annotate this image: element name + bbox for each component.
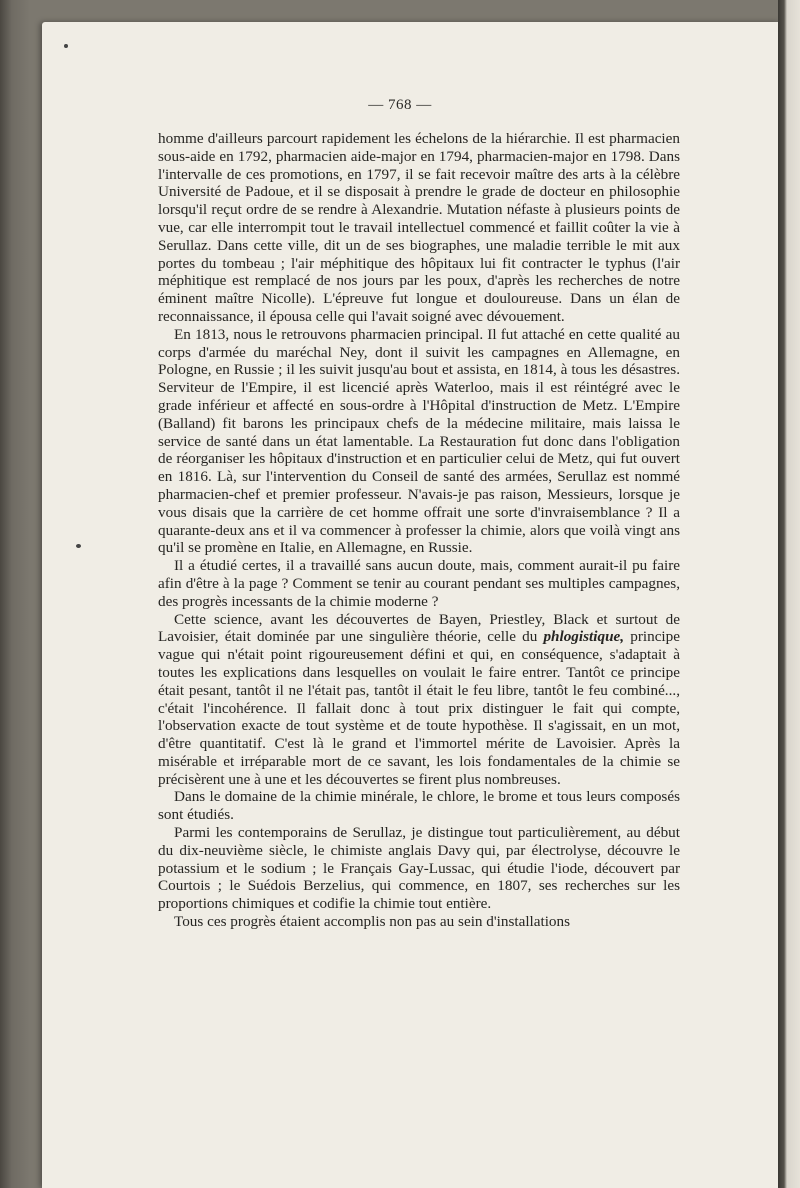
page-number: — 768 — bbox=[368, 97, 432, 113]
paragraph bbox=[158, 824, 680, 913]
paragraph-text: Cette science, avant les découvertes de Bayen, Priestley, Black et surtout de Lavoisier, était dominée par une singulière théorie, celle du bbox=[158, 610, 680, 646]
paragraph-text: En 1813, nous le retrouvons pharmacien principal. Il fut attaché en cette qualité au corps d'armée du maréchal Ney, dont il suivit les campagnes en Allemagne, en Pologne, en Russie ; il les suivit jusqu'au bout et assista, en 1814, à tous les désastres. Serviteur de l'Empire, il est licencié après Waterloo, mais il est réintégré avec le grade inférieur et affecté en sous-ordre à l'Hôpital d'instruction de Metz. L'Empire (Balland) fit barons les principaux chefs de la médecine militaire, mais laissa le service de santé dans un état lamentable. La Restauration fut donc dans l'obligation de réorganiser les hôpitaux d'instruction et en particulier celui de Metz, qui fut ouvert en 1816. Là, sur l'intervention du Conseil de santé des armées, Serullaz est nommé pharmacien-chef et premier professeur. N'avais-je pas raison, Messieurs, lorsque je vous disais que la carrière de cet homme offrait une sorte d'invraisemblance ? Il a quarante-deux ans et il va commencer à professer la chimie, alors que voilà vingt ans qu'il se promène en Italie, en Allemagne, en Russie. bbox=[158, 325, 680, 557]
paragraph bbox=[158, 557, 680, 610]
paragraph-text: Parmi les contemporains de Serullaz, je distingue tout particulièrement, au début du dix-neuvième siècle, le chimiste anglais Davy qui, par électrolyse, découvre le potassium et le sodium ; le Français Gay-Lussac, qui étudie l'iode, découvert par Courtois ; le Suédois Berzelius, qui commence, en 1807, ses recherches sur les proportions chimiques et codifie la chimie tout entière. bbox=[158, 824, 680, 913]
paragraph-text: Tous ces progrès étaient accomplis non pas au sein d'installations bbox=[174, 913, 571, 931]
paragraph-text: Il a étudié certes, il a travaillé sans aucun doute, mais, comment aurait-il pu faire afin d'être à la page ? Comment se tenir au courant pendant ses multiples campagnes, des progrès incessants de la chimie moderne ? bbox=[158, 557, 680, 610]
ink-speck bbox=[64, 44, 68, 48]
paragraph bbox=[158, 611, 680, 789]
paragraph-text: homme d'ailleurs parcourt rapidement les échelons de la hiérarchie. Il est pharmacien sous-aide en 1792, pharmacien aide-major en 1794, pharmacien-major en 1798. Dans l'intervalle de ces promotions, en 1797, il se fait recevoir maître des arts à la célèbre Université de Padoue, et il se disposait à prendre le grade de docteur en philosophie lorsqu'il reçut ordre de se rendre à Alexandrie. Mutation néfaste à plusieurs points de vue, car elle interrompit tout le travail intellectuel commencé et faillit coûter la vie à Serullaz. Dans cette ville, dit un de ses biographes, une maladie terrible le mit aux portes du tombeau ; l'air méphitique des hôpitaux lui fit contracter le typhus (l'air méphitique est remplacé de nos jours par les poux, d'après les recherches de notre éminent maître Nicolle). L'épreuve fut longue et douloureuse. Dans un élan de reconnaissance, il épousa celle qui l'avait soigné avec dévouement. bbox=[158, 130, 680, 325]
paragraph bbox=[158, 788, 680, 824]
paragraph bbox=[158, 130, 680, 326]
paragraph bbox=[158, 913, 680, 931]
paragraph bbox=[158, 326, 680, 557]
italic-term: phlogistique, bbox=[543, 628, 625, 646]
next-page-edge bbox=[778, 0, 800, 1188]
paragraph-text: Dans le domaine de la chimie minérale, le chlore, le brome et tous leurs composés sont étudiés. bbox=[158, 788, 680, 824]
ink-speck bbox=[76, 544, 81, 548]
body-text bbox=[158, 130, 680, 931]
paragraph-text: principe vague qui n'était point rigoureusement défini et qui, en conséquence, s'adaptait à toutes les explications dans lesquelles on voulait le faire entrer. Tantôt ce principe était pesant, tantôt il ne l'était pas, tantôt il était le feu libre, tantôt le feu combiné..., c'était l'incohérence. Il fallait donc à tout prix distinguer le fait qui compte, l'observation exacte de tout système et de toute hypothèse. Il s'agissait, en un mot, d'être quantitatif. C'est là le grand et l'immortel mérite de Lavoisier. Après la misérable et irréparable mort de ce savant, les lois fondamentales de la chimie se précisèrent une à une et les découvertes se firent plus nombreuses. bbox=[158, 628, 680, 788]
